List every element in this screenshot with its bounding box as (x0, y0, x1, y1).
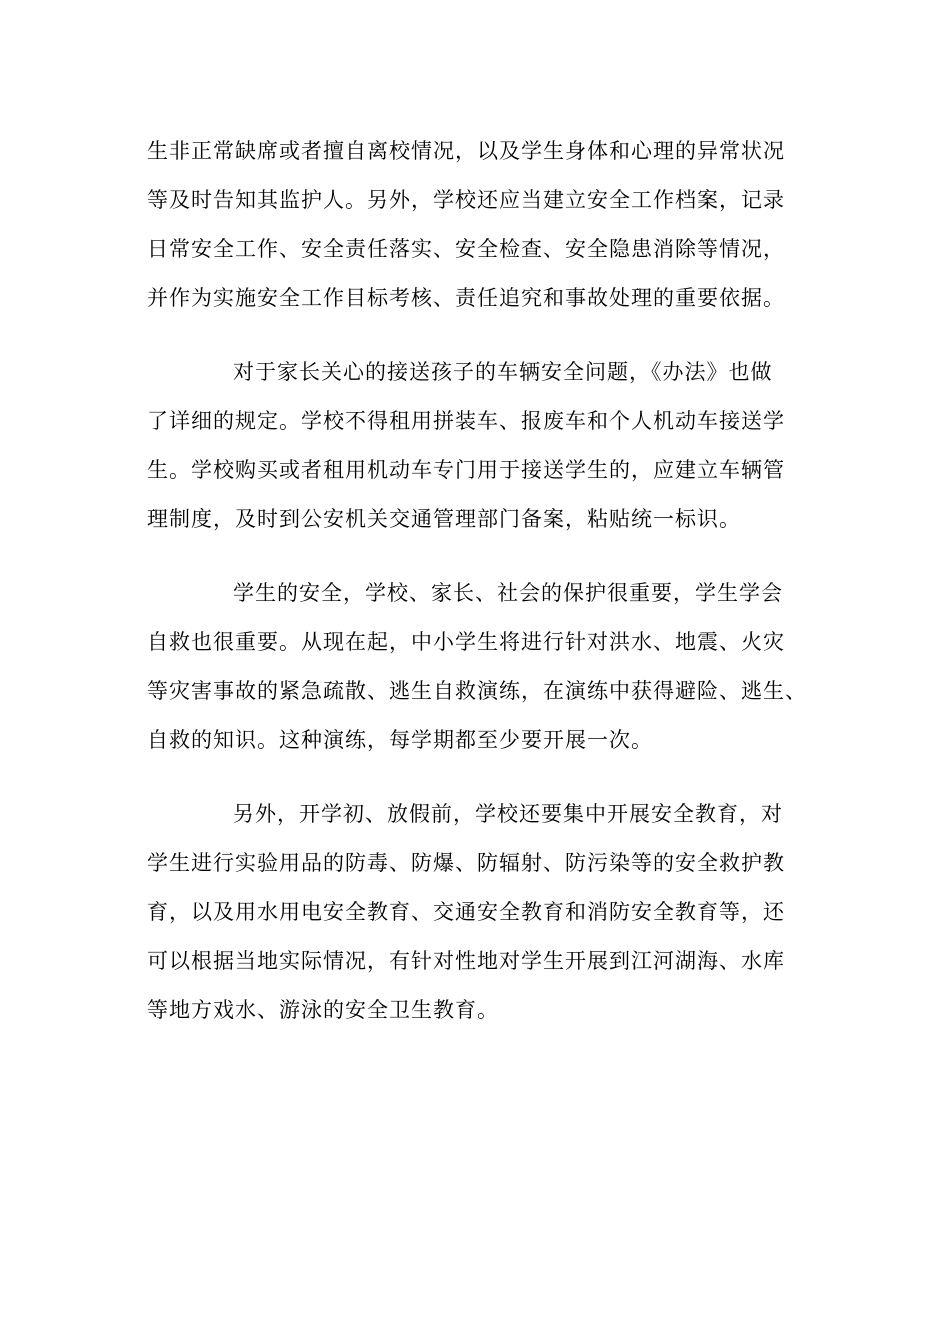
paragraph-line: 日常安全工作、安全责任落实、安全检查、安全隐患消除等情况， (147, 237, 785, 261)
paragraph-line: 生非正常缺席或者擅自离校情况，以及学生身体和心理的异常状况 (147, 139, 785, 163)
paragraph-line: 了详细的规定。学校不得租用拼装车、报废车和个人机动车接送学 (147, 409, 785, 433)
paragraph-line: 学生进行实验用品的防毒、防爆、防辐射、防污染等的安全救护教 (147, 851, 785, 875)
paragraph-line: 另外，开学初、放假前，学校还要集中开展安全教育，对 (233, 802, 783, 826)
paragraph-line: 并作为实施安全工作目标考核、责任追究和事故处理的重要依据。 (147, 286, 785, 310)
paragraph-safety-education (147, 790, 807, 1035)
paragraph-line: 等及时告知其监护人。另外，学校还应当建立安全工作档案，记录 (147, 188, 785, 212)
paragraph-vehicle-safety (147, 348, 807, 544)
paragraph-line: 对于家长关心的接送孩子的车辆安全问题，《办法》也做 (233, 360, 773, 384)
paragraph-student-monitoring (147, 127, 807, 323)
paragraph-line: 理制度，及时到公安机关交通管理部门备案，粘贴统一标识。 (147, 507, 741, 531)
paragraph-line: 可以根据当地实际情况，有针对性地对学生开展到江河湖海、水库 (147, 949, 785, 973)
paragraph-line: 学生的安全，学校、家长、社会的保护很重要，学生学会 (233, 581, 783, 605)
paragraph-line: 等灾害事故的紧急疏散、逃生自救演练，在演练中获得避险、逃生、 (147, 679, 807, 703)
paragraph-line: 等地方戏水、游泳的安全卫生教育。 (147, 998, 499, 1022)
paragraph-line: 自救的知识。这种演练，每学期都至少要开展一次。 (147, 728, 653, 752)
paragraph-line: 自救也很重要。从现在起，中小学生将进行针对洪水、地震、火灾 (147, 630, 785, 654)
paragraph-line: 生。学校购买或者租用机动车专门用于接送学生的，应建立车辆管 (147, 458, 785, 482)
paragraph-self-rescue-drills (147, 569, 807, 765)
paragraph-line: 育，以及用水用电安全教育、交通安全教育和消防安全教育等，还 (147, 900, 785, 924)
